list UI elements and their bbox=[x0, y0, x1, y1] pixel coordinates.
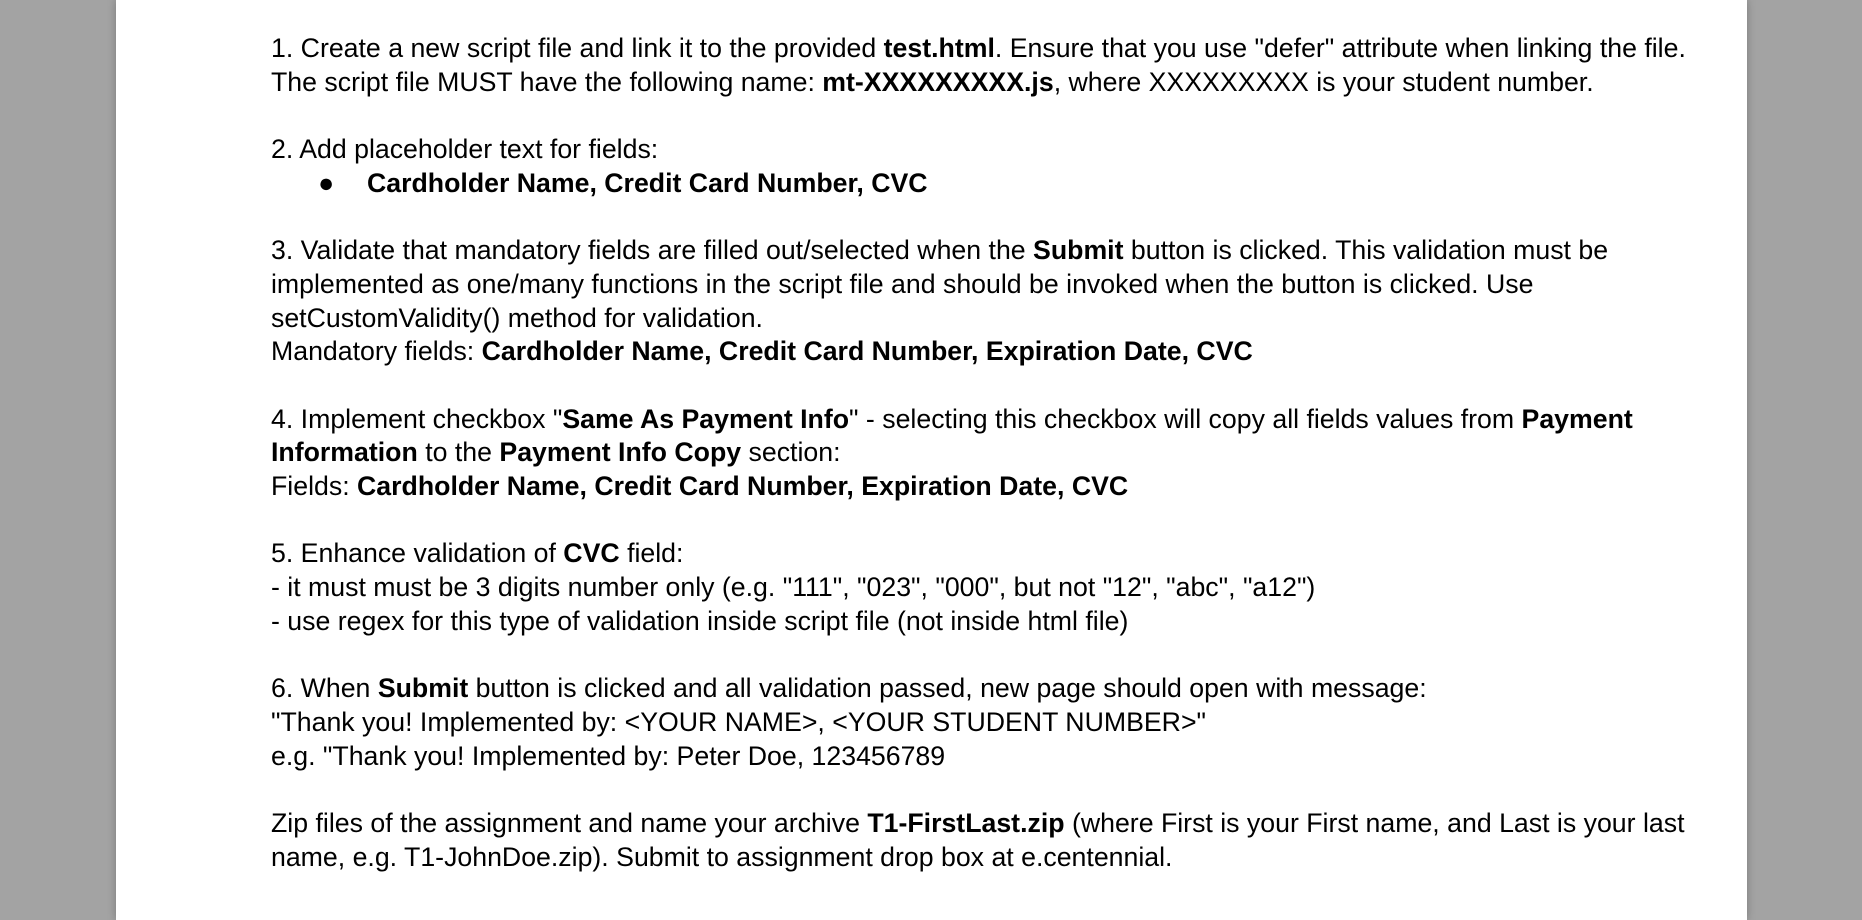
filename-test-html: test.html bbox=[883, 33, 995, 63]
text: Zip files of the assignment and name your archive bbox=[271, 808, 868, 839]
instruction-1 bbox=[271, 32, 1711, 99]
text: (where First is your First name, and Last is your last name, e.g. T1-JohnDoe.zip). Submit to assignment drop box at e.centennial. bbox=[271, 808, 1685, 872]
checkbox-name: Same As Payment Info bbox=[562, 403, 850, 434]
text: 2. Add placeholder text for fields: bbox=[271, 134, 659, 165]
text: button is clicked and all validation passed, new page should open with message: bbox=[468, 673, 1427, 704]
document-page bbox=[116, 0, 1747, 920]
submit-keyword: Submit bbox=[1033, 235, 1124, 266]
instruction-5 bbox=[271, 537, 1711, 571]
text: Mandatory fields: bbox=[271, 336, 482, 367]
text: to the bbox=[417, 437, 500, 468]
spacer bbox=[271, 369, 1711, 403]
text: button is clicked. This validation must be implemented as one/many functions in the script file and should be invoked when the button is clicked. Use setCustomValidity() method for validation. bbox=[271, 235, 1609, 333]
section-payment-info-copy: Payment Info Copy bbox=[499, 437, 742, 468]
spacer bbox=[271, 773, 1711, 807]
bullet-item bbox=[271, 167, 1711, 201]
bullet-icon: ● bbox=[318, 167, 335, 198]
thank-you-template: "Thank you! Implemented by: <YOUR NAME>, <YOUR STUDENT NUMBER>" bbox=[271, 706, 1207, 737]
mandatory-fields-line bbox=[271, 335, 1711, 369]
copy-fields: Cardholder Name, Credit Card Number, Expiration Date, CVC bbox=[357, 471, 1129, 502]
script-filename: mt-XXXXXXXXX.js bbox=[822, 66, 1054, 97]
text: field: bbox=[619, 538, 684, 569]
text: 3. Validate that mandatory fields are filled out/selected when the bbox=[271, 235, 1034, 266]
text: 1. Create a new script file and link it to the provided bbox=[271, 33, 884, 63]
spacer bbox=[271, 99, 1711, 133]
spacer bbox=[271, 639, 1711, 673]
instruction-2 bbox=[271, 133, 1711, 167]
spacer bbox=[271, 201, 1711, 235]
instruction-4 bbox=[271, 403, 1711, 470]
cvc-rule-2: - use regex for this type of validation inside script file (not inside html file) bbox=[271, 605, 1129, 636]
cvc-rule-1: - it must must be 3 digits number only (e.g. "111", "023", "000", but not "12", "abc", "a12") bbox=[271, 572, 1316, 603]
archive-name: T1-FirstLast.zip bbox=[867, 808, 1065, 839]
text: Fields: bbox=[271, 471, 358, 502]
thank-you-example: e.g. "Thank you! Implemented by: Peter Doe, 123456789 bbox=[271, 740, 946, 771]
submit-keyword: Submit bbox=[377, 673, 469, 704]
mandatory-fields: Cardholder Name, Credit Card Number, Expiration Date, CVC bbox=[481, 336, 1253, 367]
document-content bbox=[271, 32, 1711, 874]
spacer bbox=[271, 504, 1711, 538]
copy-fields-line bbox=[271, 470, 1711, 504]
instruction-3 bbox=[271, 234, 1711, 335]
text: , where XXXXXXXXX is your student number. bbox=[1053, 66, 1594, 97]
cvc-keyword: CVC bbox=[563, 538, 620, 569]
text: section: bbox=[741, 437, 841, 468]
instruction-6 bbox=[271, 672, 1711, 706]
text: 4. Implement checkbox " bbox=[271, 403, 563, 434]
text: " - selecting this checkbox will copy all fields values from bbox=[849, 403, 1522, 434]
section-payment-information: Payment Information bbox=[271, 403, 1633, 468]
zip-instructions bbox=[271, 807, 1711, 874]
text: 5. Enhance validation of bbox=[271, 538, 564, 569]
text: 6. When bbox=[271, 673, 378, 704]
text: . Ensure that you use "defer" attribute when linking the file. The script file MUST have the following name: bbox=[271, 33, 1686, 97]
placeholder-fields: Cardholder Name, Credit Card Number, CVC bbox=[367, 167, 928, 198]
